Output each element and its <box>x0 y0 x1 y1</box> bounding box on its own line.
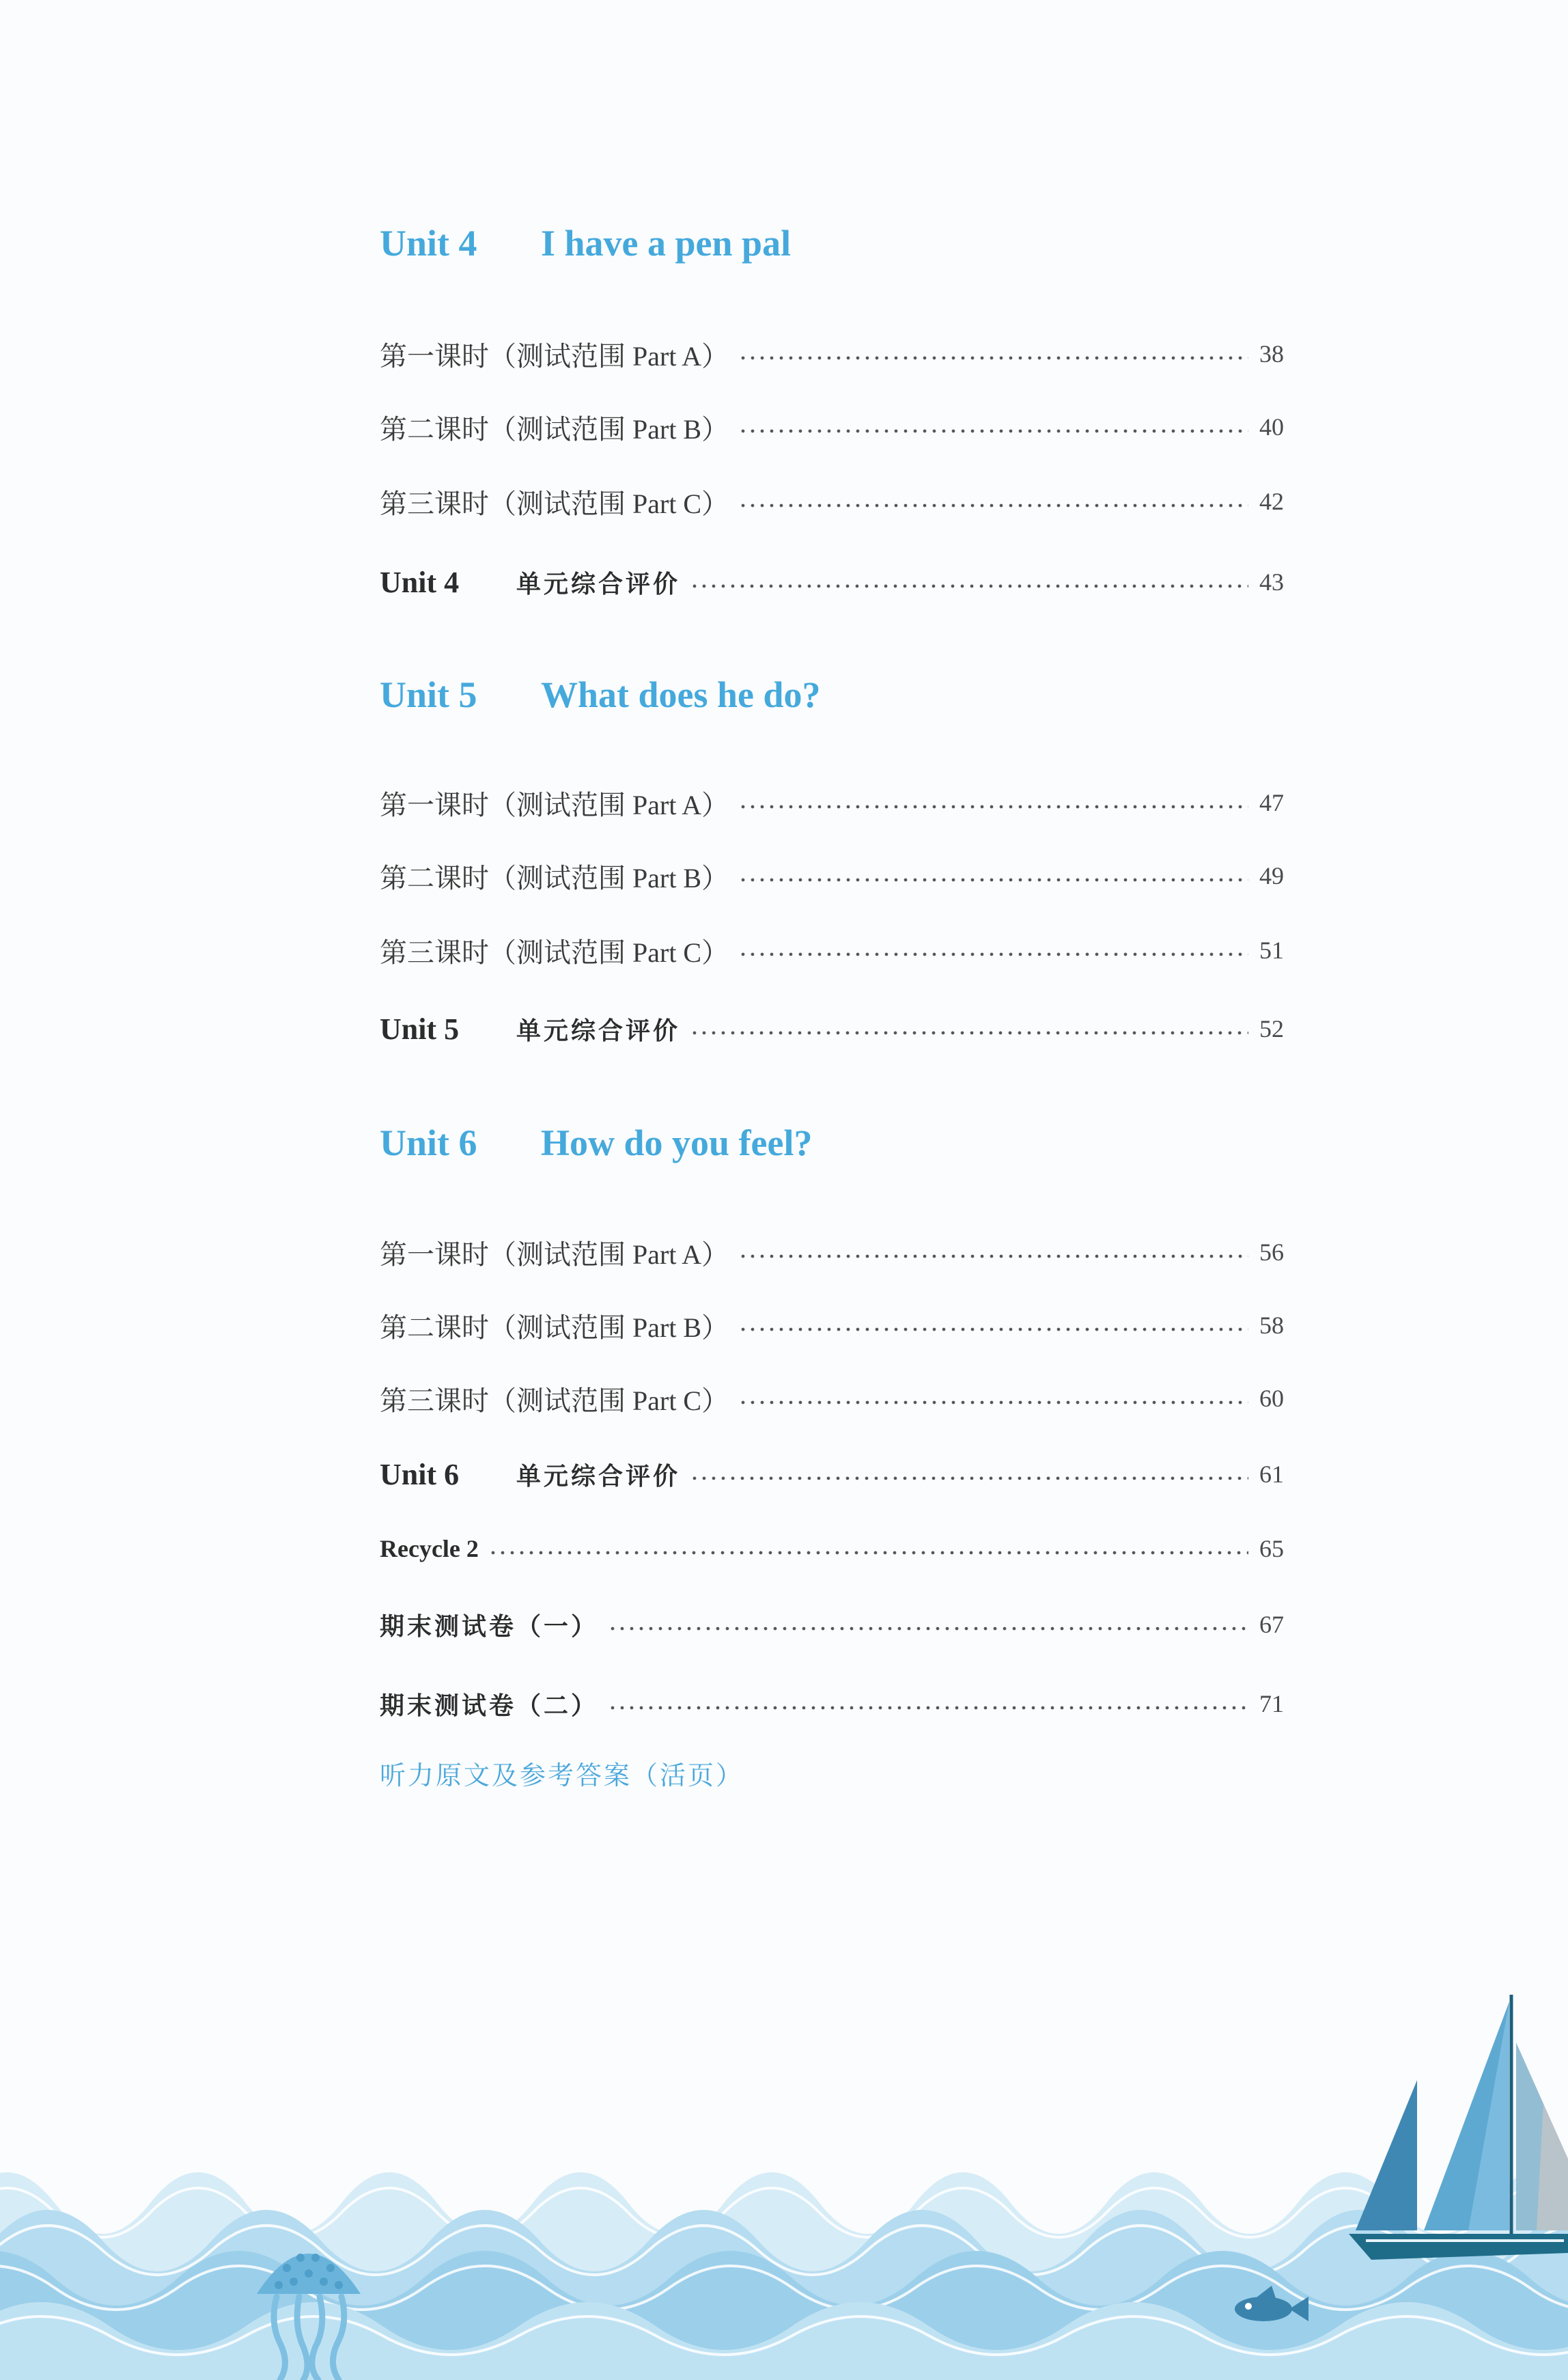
page-number: 40 <box>1259 413 1284 441</box>
toc-entry <box>380 930 1284 971</box>
fish-eye <box>1245 2303 1252 2310</box>
page-number: 38 <box>1259 340 1284 368</box>
unit-title: I have a pen pal <box>541 223 792 264</box>
unit-number: Unit 5 <box>380 674 477 715</box>
dot-leader <box>738 950 1248 959</box>
page-number: 43 <box>1259 568 1284 596</box>
page-number: 56 <box>1259 1239 1284 1266</box>
entry-label: 第一课时（测试范围 Part A） <box>380 789 729 820</box>
page-number: 52 <box>1259 1015 1284 1042</box>
waves-illustration <box>0 2172 1568 2380</box>
toc-extra-entry <box>380 1528 1284 1569</box>
page-number: 47 <box>1259 789 1284 816</box>
dot-leader <box>690 1028 1248 1038</box>
dot-leader <box>690 581 1248 591</box>
page-number: 65 <box>1259 1535 1284 1562</box>
entry-label: 第一课时（测试范围 Part A） <box>380 340 729 372</box>
recycle-label: Recycle 2 <box>380 1535 479 1562</box>
toc-review-entry <box>380 1454 1284 1495</box>
dot-leader <box>608 1703 1248 1713</box>
ocean-decoration <box>0 1967 1568 2380</box>
unit-title: What does he do? <box>541 674 821 715</box>
dot-leader <box>738 1251 1248 1261</box>
review-unit: Unit 6 <box>380 1457 460 1491</box>
review-unit: Unit 5 <box>380 1012 460 1046</box>
unit-heading <box>380 219 791 267</box>
unit-heading <box>380 1119 813 1167</box>
toc-extra-entry <box>380 1604 1284 1645</box>
sailboat-hull-stripe <box>1366 2239 1564 2242</box>
toc-entry <box>380 782 1284 823</box>
toc-entry <box>380 333 1284 374</box>
entry-label: 第二课时（测试范围 Part B） <box>380 1312 729 1343</box>
dot-leader <box>488 1548 1248 1558</box>
entry-label: 第一课时（测试范围 Part A） <box>380 1239 729 1270</box>
page-number: 71 <box>1259 1690 1284 1717</box>
page-number: 67 <box>1259 1611 1284 1638</box>
review-label: 单元综合评价 <box>516 1016 681 1045</box>
page-number: 51 <box>1259 937 1284 964</box>
toc-entry <box>380 406 1284 447</box>
entry-label: 第二课时（测试范围 Part B） <box>380 413 729 445</box>
page-number: 49 <box>1259 862 1284 889</box>
toc-entry <box>380 1378 1284 1419</box>
toc-entry <box>380 1232 1284 1273</box>
page-number: 60 <box>1259 1385 1284 1412</box>
dot-leader <box>690 1473 1248 1483</box>
unit-heading <box>380 671 821 719</box>
dot-leader <box>738 802 1248 812</box>
fish-body <box>1235 2297 1292 2321</box>
dot-leader <box>738 1325 1248 1334</box>
page-number: 61 <box>1259 1461 1284 1488</box>
toc-review-entry <box>380 562 1284 603</box>
toc-entry <box>380 481 1284 522</box>
dot-leader <box>738 426 1248 436</box>
entry-label: 第三课时（测试范围 Part C） <box>380 937 729 968</box>
final-test-label: 期末测试卷（一） <box>380 1612 599 1641</box>
toc-entry <box>380 855 1284 896</box>
entry-label: 第二课时（测试范围 Part B） <box>380 862 729 894</box>
final-test-label: 期末测试卷（二） <box>380 1691 599 1720</box>
dot-leader <box>738 1398 1248 1407</box>
entry-label: 第三课时（测试范围 Part C） <box>380 488 729 519</box>
dot-leader <box>738 353 1248 363</box>
toc-entry <box>380 1305 1284 1346</box>
unit-number: Unit 4 <box>380 223 477 264</box>
toc-review-entry <box>380 1008 1284 1049</box>
review-label: 单元综合评价 <box>516 570 681 598</box>
appendix-label: 听力原文及参考答案（活页） <box>380 1760 744 1790</box>
toc-extra-entry <box>380 1683 1284 1724</box>
review-unit: Unit 4 <box>380 565 460 599</box>
dot-leader <box>738 501 1248 510</box>
page-number: 42 <box>1259 488 1284 515</box>
sailboat-jib <box>1356 2080 1417 2230</box>
review-label: 单元综合评价 <box>516 1462 681 1491</box>
dot-leader <box>738 875 1248 885</box>
unit-title: How do you feel? <box>541 1122 813 1163</box>
sailboat-illustration <box>1349 1995 1568 2260</box>
entry-label: 第三课时（测试范围 Part C） <box>380 1385 729 1416</box>
page-number: 58 <box>1259 1312 1284 1339</box>
unit-number: Unit 6 <box>380 1122 477 1163</box>
dot-leader <box>608 1624 1248 1633</box>
